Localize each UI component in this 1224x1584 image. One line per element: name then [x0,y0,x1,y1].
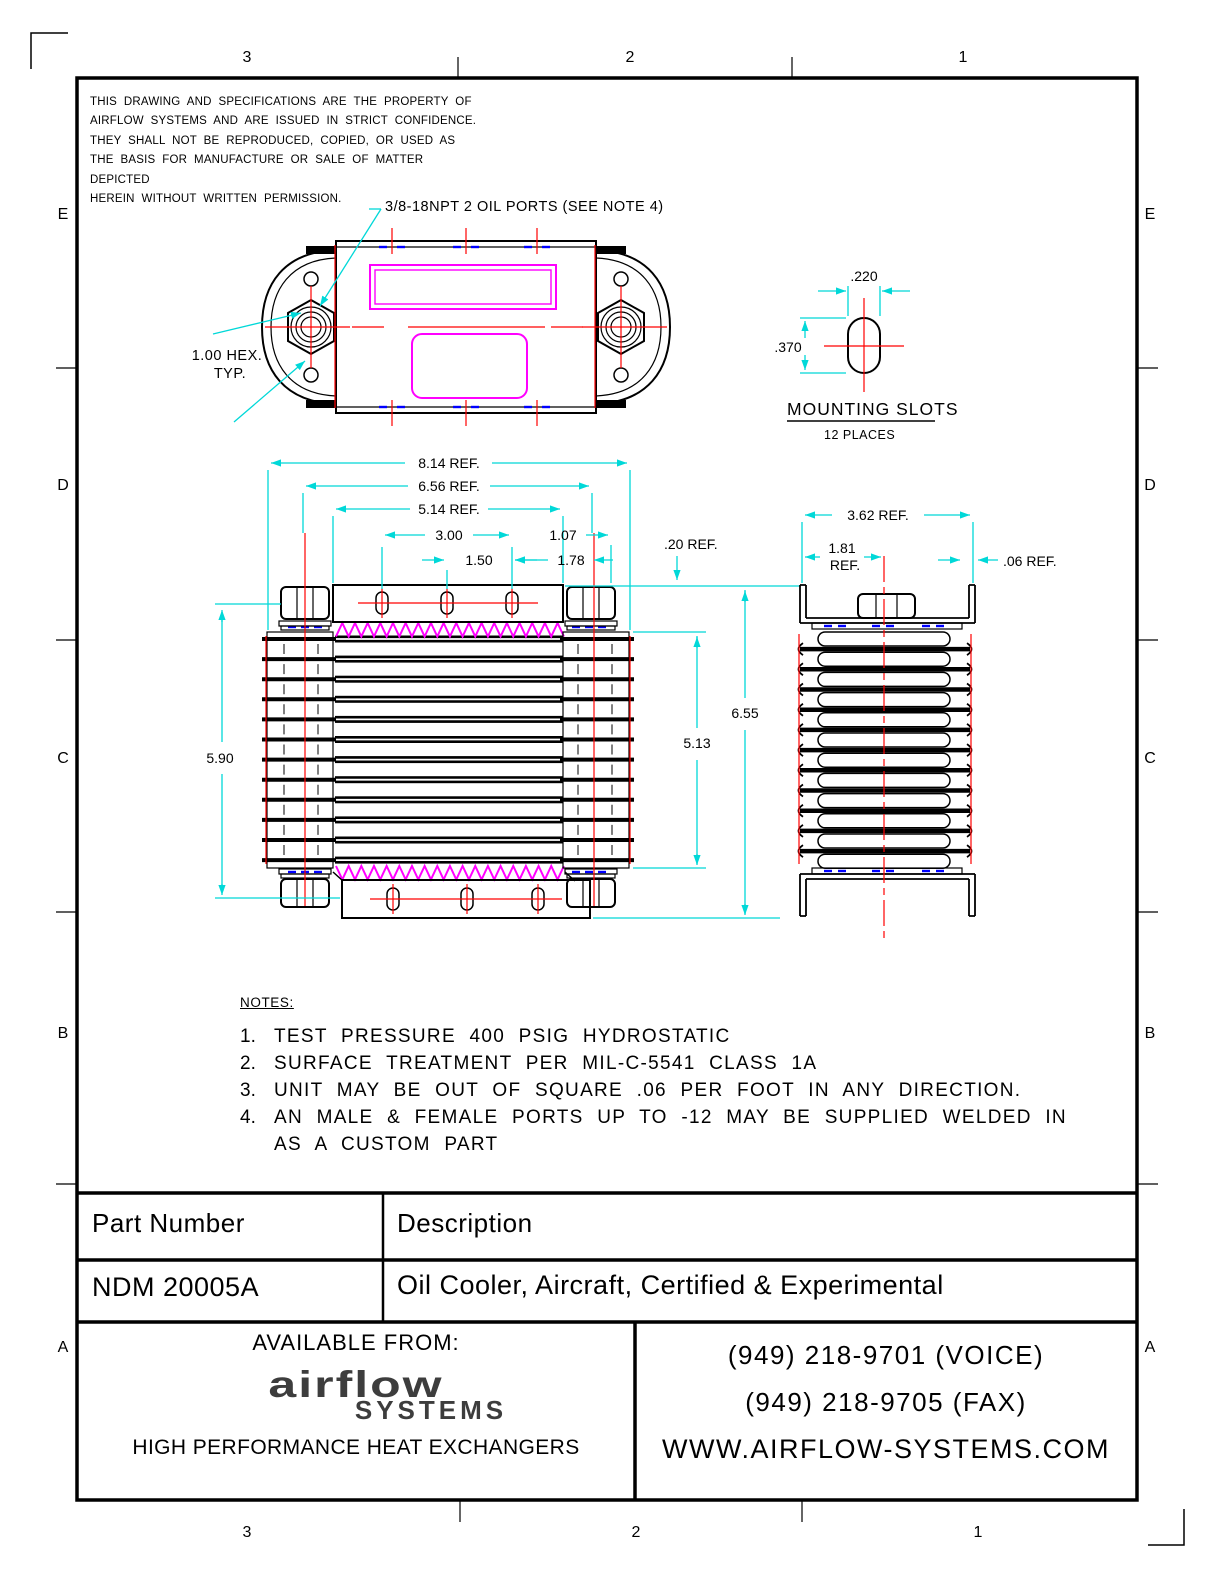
available-from-label: AVAILABLE FROM: [252,1330,460,1355]
note-text: AN MALE & FEMALE PORTS UP TO -12 MAY BE SUPPLIED WELDED IN [274,1107,1067,1128]
description-label: Description [397,1208,533,1238]
airflow-logo: airflow [268,1363,444,1405]
zone-top-1: 1 [958,49,968,66]
corner-mark-top-left [31,33,68,69]
proprietary-notice [90,93,485,209]
phone-voice: (949) 218-9701 (VOICE) [727,1340,1045,1370]
dim-center: 1.81 [828,540,856,556]
side-view-dimensions [802,507,1057,583]
turbulator-top [336,623,564,637]
tagline: HIGH PERFORMANCE HEAT EXCHANGERS [132,1436,580,1459]
note-item [240,1077,1120,1104]
dim-rod-offset: 1.78 [557,552,585,568]
zone-left-c: C [57,750,69,767]
side-bracket-top [800,585,975,629]
slot-width-dim: .220 [850,268,878,284]
zone-left-b: B [57,1025,69,1042]
zone-right-b: B [1144,1025,1156,1042]
dim-bracket-width: 3.62 REF. [847,507,909,523]
part-number-value: NDM 20005A [92,1272,260,1302]
proprietary-line: AIRFLOW SYSTEMS AND ARE ISSUED IN STRICT CONFIDENCE. [90,115,477,128]
note-text: AS A CUSTOM PART [274,1134,499,1155]
zone-bottom-1: 1 [973,1524,983,1541]
proprietary-line: THIS DRAWING AND SPECIFICATIONS ARE THE PROPERTY OF [90,96,472,108]
proprietary-line: HEREIN WITHOUT WRITTEN PERMISSION. [90,193,342,206]
website: WWW.AIRFLOW-SYSTEMS.COM [662,1434,1110,1464]
note-number [240,1131,274,1158]
zone-left-a: A [57,1339,69,1356]
slot-height-dim: .370 [774,339,802,355]
top-view [192,199,670,426]
zone-top-3: 3 [242,49,252,66]
contact-block [635,1332,1137,1473]
side-view [799,507,1057,942]
description-value: Oil Cooler, Aircraft, Certified & Experimental [397,1270,944,1300]
hex-label: 1.00 HEX. [191,348,263,364]
dim-center-ref: REF. [829,557,861,573]
note-item [240,1023,1120,1050]
mount-hole [304,272,318,286]
phone-fax: (949) 218-9705 (FAX) [745,1387,1027,1417]
mounting-slots-places: 12 PLACES [824,428,896,442]
ports-label: 3/8-18NPT 2 OIL PORTS (SEE NOTE 4) [385,199,664,215]
zone-right-c: C [1144,750,1156,767]
zone-bottom-2: 2 [631,1524,641,1541]
hex-label-typ: TYP. [213,366,247,382]
note-item [240,1104,1120,1131]
dim-core-height: 5.13 [683,735,711,751]
zone-right-d: D [1144,477,1156,494]
dim-overall-width: 8.14 REF. [418,455,480,471]
note-number: 3. [240,1080,256,1101]
dim-slot-span: 3.00 [435,527,463,543]
mounting-slot-detail [774,268,958,442]
front-view [206,455,800,918]
proprietary-line: THE BASIS FOR MANUFACTURE OR SALE OF MATTER DEPICTED [90,154,424,186]
cap-tab [306,246,336,254]
note-number: 1. [240,1026,256,1047]
side-bracket-bottom [800,868,975,916]
fin-stack-left [267,632,333,868]
dim-slot-pitch: 1.50 [465,552,493,568]
sheet-border [31,33,1184,1545]
dim-overall-height: 6.55 [731,705,759,721]
notes-heading: NOTES: [240,995,294,1010]
available-from-block [77,1330,635,1460]
note-item [240,1050,1120,1077]
cap-tab [306,400,336,408]
proprietary-line: THEY SHALL NOT BE REPRODUCED, COPIED, OR USED AS [90,134,456,147]
note-item [240,1131,1120,1158]
note-number: 2. [240,1053,256,1074]
airflow-logo-systems: SYSTEMS [354,1395,508,1425]
corner-mark-bottom-right [1148,1509,1184,1545]
top-view-centerlines [335,228,595,426]
dim-flange-thk: .06 REF. [1003,553,1057,569]
zone-top-2: 2 [625,49,635,66]
zone-left-d: D [57,477,69,494]
notes-block [240,995,1120,1158]
note-text: TEST PRESSURE 400 PSIG HYDROSTATIC [274,1026,731,1047]
dim-flange: .20 REF. [664,536,718,552]
note-text: SURFACE TREATMENT PER MIL-C-5541 CLASS 1A [274,1053,818,1074]
front-view-dimensions [206,455,800,918]
side-nut [858,594,915,618]
note-number: 4. [240,1107,256,1128]
fin-stack-right [563,632,629,868]
zone-right-e: E [1144,206,1156,223]
zone-left-e: E [57,206,69,223]
zone-right-a: A [1144,1339,1156,1356]
dim-mount-width: 6.56 REF. [418,478,480,494]
dim-core-width: 5.14 REF. [418,501,480,517]
mount-hole [304,368,318,382]
note-text: UNIT MAY BE OUT OF SQUARE .06 PER FOOT IN ANY DIRECTION. [274,1080,1022,1101]
turbulator-bottom [336,866,564,880]
dim-end: 1.07 [549,527,577,543]
mounting-slots-title: MOUNTING SLOTS [787,399,959,419]
dim-fin-height: 5.90 [206,750,234,766]
part-number-label: Part Number [92,1208,245,1238]
zone-bottom-3: 3 [242,1524,252,1541]
port-highlight-rects [370,265,556,398]
